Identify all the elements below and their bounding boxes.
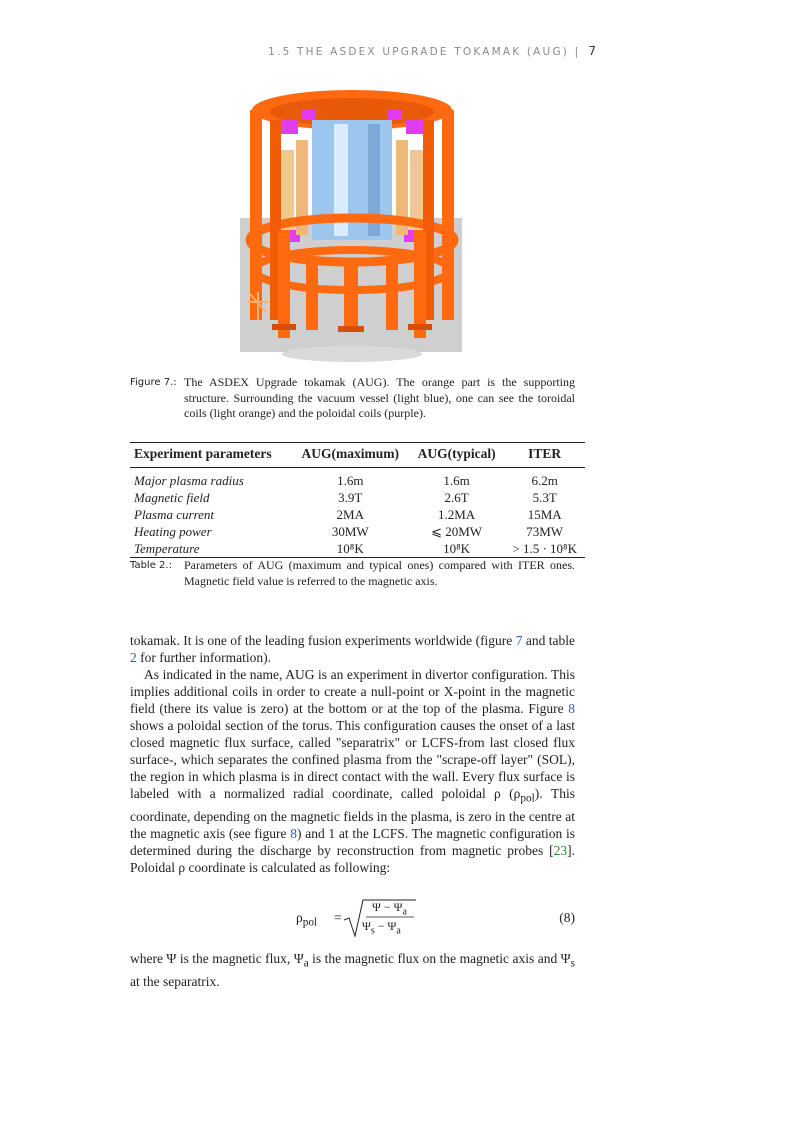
aug-tokamak-figure [240, 80, 464, 364]
page-number: 7 [588, 44, 596, 58]
text-run: tokamak. It is one of the leading fusion experiments worldwide (figure [130, 633, 516, 648]
text-run: where Ψ is the magnetic flux, Ψ [130, 951, 304, 966]
table-header-row [130, 443, 585, 468]
paragraph-1 [130, 632, 575, 666]
table-row [130, 523, 585, 540]
equation-lhs [296, 910, 317, 929]
figure-7-link[interactable]: 7 [515, 633, 523, 648]
equals-sign: = [334, 910, 342, 925]
support-leg [250, 110, 262, 320]
text-run: at the separatrix. [130, 973, 220, 989]
table-cell: > 1.5 · 10⁸K [512, 541, 577, 556]
parameters-table [130, 442, 585, 558]
table-cell: Temperature [134, 541, 200, 556]
support-leg [414, 230, 426, 338]
fraction-numerator [372, 900, 407, 917]
subscript: s [370, 925, 375, 937]
text-run: As indicated in the name, AUG is an experiment in divertor configuration. This implies additional coils in order to create a null-point or X-point in the magnetic field (there its value is zero) at the bottom or at the top of the plasma. Figure [130, 667, 575, 716]
equation-8 [130, 898, 575, 938]
support-foot [272, 324, 296, 330]
table-cell: 6.2m [531, 473, 558, 488]
table-cell: 73MW [526, 524, 564, 539]
paragraph-2 [130, 666, 575, 876]
text-run: ) and 1 at the LCFS. The magnetic configuration is determined during the discharge by reconstruction from magnetic probes [ [130, 825, 575, 858]
subscript: a [396, 925, 401, 937]
floor-shadow [282, 346, 422, 362]
table-row [130, 506, 585, 523]
column-header: AUG(typical) [417, 446, 496, 461]
table-2-link[interactable]: 2 [130, 650, 137, 665]
table-cell: Major plasma radius [134, 473, 244, 488]
column-header: Experiment parameters [134, 446, 272, 461]
table-cell: 1.2MA [437, 507, 476, 522]
figure-caption-text: The ASDEX Upgrade tokamak (AUG). The orange part is the supporting structure. Surrounding the vacuum vessel (light blue), one can see the toroidal coils (light orange) and the poloidal coils (purple). [184, 375, 575, 420]
text-run: Ψ [362, 919, 371, 933]
table-cell: Magnetic field [134, 490, 210, 505]
table-cell: Heating power [134, 524, 212, 539]
paragraph-3 [130, 950, 575, 990]
poloidal-coil [302, 110, 316, 120]
table-cell: 15MA [527, 507, 562, 522]
support-foot [338, 326, 364, 332]
support-foot [408, 324, 432, 330]
table-cell: 2MA [336, 507, 364, 522]
text-run: shows a poloidal section of the torus. This configuration causes the onset of a last closed magnetic flux surface, called "separatrix" or LCFS-from last closed flux surface-, which separates the confined plasma from the "scrape-off layer" (SOL), the region in which plasma is in direct contact with the wall. Every flux surface is labeled with a normalized radial coordinate, called poloidal ρ (ρ [130, 718, 575, 801]
table-label: Table 2.: [130, 560, 172, 571]
table-cell: 5.3T [532, 490, 557, 505]
support-leg [386, 258, 398, 330]
poloidal-coil [406, 120, 424, 134]
text-run: for further information). [136, 650, 271, 665]
table-cell: 10⁸K [336, 541, 364, 556]
running-header [268, 44, 596, 58]
text-run: ]. Poloidal ρ coordinate is calculated as following: [130, 842, 575, 875]
subscript: pol [302, 916, 318, 929]
support-leg [442, 110, 454, 320]
running-title: 1.5 THE ASDEX UPGRADE TOKAMAK (AUG) | [268, 46, 581, 58]
table-cell: 30MW [331, 524, 369, 539]
table-row [130, 540, 585, 558]
figure-label: Figure 7.: [130, 377, 177, 388]
table-cell: 1.6m [443, 473, 470, 488]
column-header: AUG(maximum) [301, 446, 400, 461]
subscript: s [570, 957, 575, 970]
text-run: and table [522, 633, 575, 648]
figure-8-link[interactable]: 8 [290, 825, 297, 841]
table-cell: 10⁸K [443, 541, 471, 556]
subscript: a [303, 957, 309, 970]
table-cell: 2.6T [444, 490, 469, 505]
text-run: − Ψ [374, 919, 397, 933]
support-leg [306, 258, 318, 330]
subscript: pol [520, 792, 535, 805]
citation-23-link[interactable]: 23 [553, 842, 568, 858]
rho-symbol: ρ [296, 910, 303, 925]
subscript: a [402, 906, 407, 918]
figure-8-link[interactable]: 8 [568, 701, 575, 716]
text-run: is the magnetic flux on the magnetic axis and Ψ [308, 951, 571, 966]
fraction-denominator [362, 919, 401, 936]
text-run: ). This coordinate, depending on the magnetic fields in the plasma, is zero in the centre at the magnetic axis (see figure [130, 786, 576, 841]
table-cell: ⩽ 20MW [431, 524, 483, 539]
poloidal-coil [388, 110, 402, 120]
table-caption-text: Parameters of AUG (maximum and typical ones) compared with ITER ones. Magnetic field value is referred to the magnetic axis. [184, 558, 575, 588]
table-row [130, 489, 585, 506]
table-caption [130, 558, 575, 589]
support-leg [278, 230, 290, 338]
text-run: Ψ − Ψ [372, 900, 403, 914]
table-row [130, 468, 585, 490]
table-cell: 3.9T [338, 490, 363, 505]
equation-number: (8) [559, 910, 575, 925]
figure-caption [130, 375, 575, 422]
column-header: ITER [528, 446, 562, 461]
poloidal-coil [280, 120, 298, 134]
support-leg [344, 266, 358, 328]
table-cell: Plasma current [134, 507, 215, 522]
table-cell: 1.6m [337, 473, 364, 488]
